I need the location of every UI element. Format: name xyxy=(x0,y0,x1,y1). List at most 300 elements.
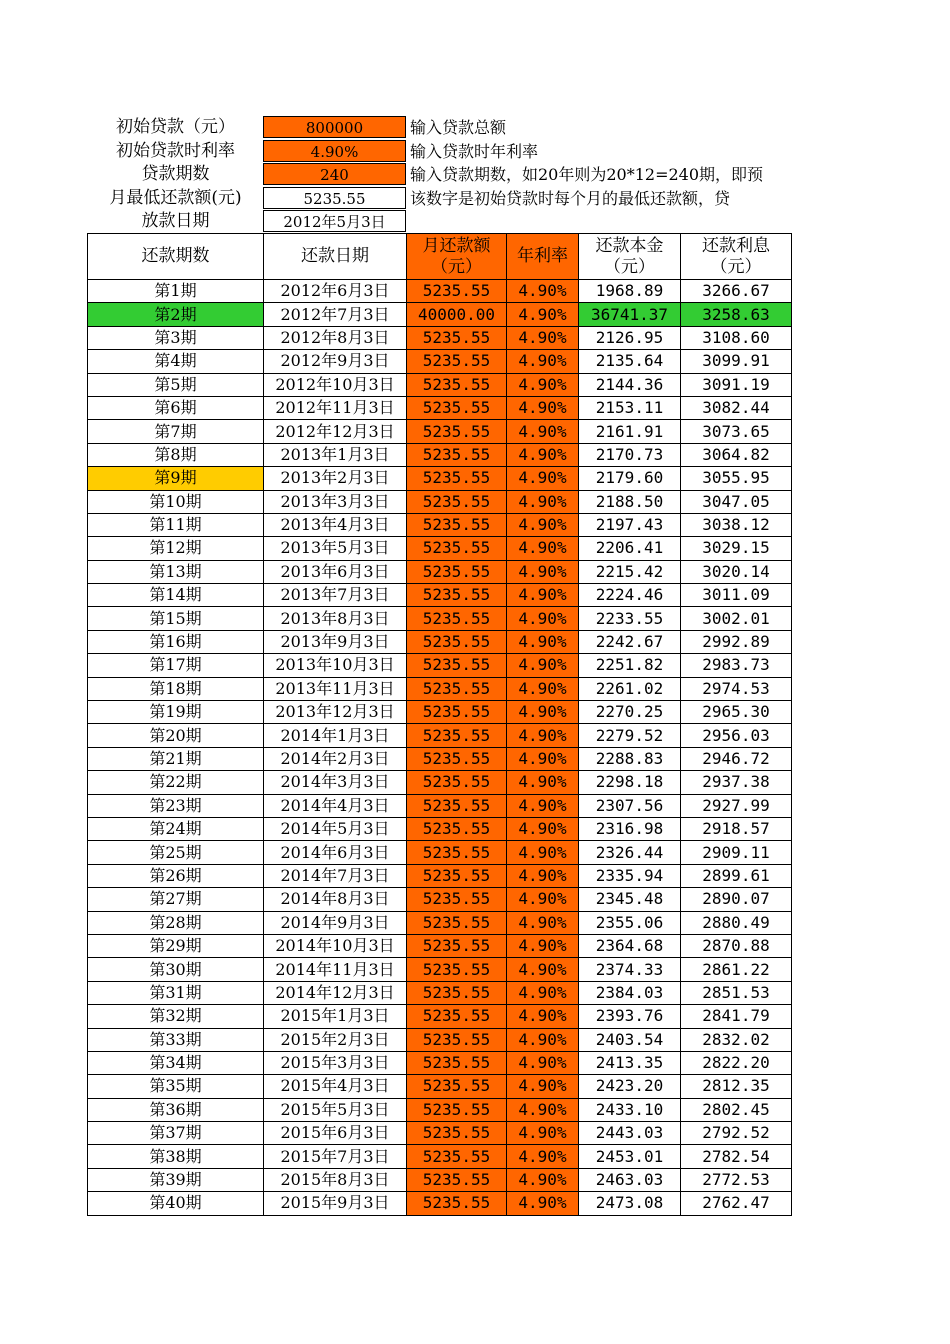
date-cell[interactable]: 2013年9月3日 xyxy=(264,630,407,653)
param-value-cell[interactable]: 800000 xyxy=(263,116,406,138)
table-row xyxy=(88,560,792,583)
date-cell[interactable]: 2013年3月3日 xyxy=(264,490,407,513)
period-cell[interactable]: 第21期 xyxy=(88,747,264,770)
table-row xyxy=(88,280,792,303)
interest-cell[interactable]: 2841.79 xyxy=(681,1005,792,1028)
date-cell[interactable]: 2013年4月3日 xyxy=(264,513,407,536)
date-cell[interactable]: 2014年11月3日 xyxy=(264,958,407,981)
rate-cell[interactable]: 4.90% xyxy=(507,771,579,794)
period-cell[interactable]: 第14期 xyxy=(88,584,264,607)
payment-cell[interactable]: 5235.55 xyxy=(407,841,507,864)
principal-cell[interactable]: 2384.03 xyxy=(579,981,681,1004)
principal-cell[interactable]: 2233.55 xyxy=(579,607,681,630)
period-cell[interactable]: 第6期 xyxy=(88,396,264,419)
table-row xyxy=(88,350,792,373)
table-row xyxy=(88,1051,792,1074)
table-row xyxy=(88,747,792,770)
repayment-table xyxy=(87,233,792,1216)
date-cell[interactable]: 2015年9月3日 xyxy=(264,1192,407,1215)
date-cell[interactable]: 2012年7月3日 xyxy=(264,303,407,326)
interest-cell[interactable]: 2974.53 xyxy=(681,677,792,700)
payment-cell[interactable]: 5235.55 xyxy=(407,1098,507,1121)
principal-cell[interactable]: 2316.98 xyxy=(579,817,681,840)
principal-cell[interactable]: 2270.25 xyxy=(579,701,681,724)
date-cell[interactable]: 2014年2月3日 xyxy=(264,747,407,770)
interest-cell[interactable]: 2822.20 xyxy=(681,1051,792,1074)
interest-cell[interactable]: 2890.07 xyxy=(681,888,792,911)
table-row xyxy=(88,1028,792,1051)
rate-cell[interactable]: 4.90% xyxy=(507,701,579,724)
principal-cell[interactable]: 2215.42 xyxy=(579,560,681,583)
principal-cell[interactable]: 2326.44 xyxy=(579,841,681,864)
date-cell[interactable]: 2013年2月3日 xyxy=(264,467,407,490)
interest-cell[interactable]: 2792.52 xyxy=(681,1122,792,1145)
payment-cell[interactable]: 5235.55 xyxy=(407,701,507,724)
payment-cell[interactable]: 5235.55 xyxy=(407,654,507,677)
period-cell[interactable]: 第33期 xyxy=(88,1028,264,1051)
param-note: 输入贷款期数，如20年则为20*12=240期，即预 xyxy=(410,165,764,184)
table-row xyxy=(88,326,792,349)
period-cell[interactable]: 第37期 xyxy=(88,1122,264,1145)
principal-cell[interactable]: 2179.60 xyxy=(579,467,681,490)
table-row xyxy=(88,1145,792,1168)
interest-cell[interactable]: 2927.99 xyxy=(681,794,792,817)
date-cell[interactable]: 2013年8月3日 xyxy=(264,607,407,630)
table-row xyxy=(88,1122,792,1145)
period-cell[interactable]: 第10期 xyxy=(88,490,264,513)
date-cell[interactable]: 2013年6月3日 xyxy=(264,560,407,583)
date-cell[interactable]: 2014年8月3日 xyxy=(264,888,407,911)
payment-cell[interactable]: 5235.55 xyxy=(407,888,507,911)
param-value-cell[interactable]: 4.90% xyxy=(263,140,406,162)
interest-cell[interactable]: 2832.02 xyxy=(681,1028,792,1051)
header-period: 还款期数 xyxy=(88,234,264,280)
interest-cell[interactable]: 2992.89 xyxy=(681,630,792,653)
rate-cell[interactable]: 4.90% xyxy=(507,630,579,653)
param-note: 该数字是初始贷款时每个月的最低还款额，贷 xyxy=(410,188,731,208)
rate-cell[interactable]: 4.90% xyxy=(507,490,579,513)
payment-cell[interactable]: 5235.55 xyxy=(407,677,507,700)
interest-cell[interactable]: 3020.14 xyxy=(681,560,792,583)
period-cell[interactable]: 第2期 xyxy=(88,303,264,326)
date-cell[interactable]: 2012年9月3日 xyxy=(264,350,407,373)
rate-cell[interactable]: 4.90% xyxy=(507,326,579,349)
table-row xyxy=(88,1168,792,1191)
rate-cell[interactable]: 4.90% xyxy=(507,747,579,770)
rate-cell[interactable]: 4.90% xyxy=(507,677,579,700)
table-row xyxy=(88,677,792,700)
payment-cell[interactable]: 5235.55 xyxy=(407,373,507,396)
rate-cell[interactable]: 4.90% xyxy=(507,560,579,583)
interest-cell[interactable]: 2909.11 xyxy=(681,841,792,864)
payment-cell[interactable]: 5235.55 xyxy=(407,607,507,630)
table-row xyxy=(88,654,792,677)
rate-cell[interactable]: 4.90% xyxy=(507,841,579,864)
rate-cell[interactable]: 4.90% xyxy=(507,467,579,490)
interest-cell[interactable]: 2983.73 xyxy=(681,654,792,677)
interest-cell[interactable]: 2946.72 xyxy=(681,747,792,770)
date-cell[interactable]: 2014年4月3日 xyxy=(264,794,407,817)
principal-cell[interactable]: 2206.41 xyxy=(579,537,681,560)
payment-cell[interactable]: 5235.55 xyxy=(407,1075,507,1098)
rate-cell[interactable]: 4.90% xyxy=(507,864,579,887)
date-cell[interactable]: 2012年10月3日 xyxy=(264,373,407,396)
param-row xyxy=(88,210,950,233)
rate-cell[interactable]: 4.90% xyxy=(507,1005,579,1028)
payment-cell[interactable]: 5235.55 xyxy=(407,490,507,513)
interest-cell[interactable]: 2965.30 xyxy=(681,701,792,724)
table-header-row xyxy=(88,234,792,280)
principal-cell[interactable]: 2153.11 xyxy=(579,396,681,419)
table-row xyxy=(88,1192,792,1215)
period-cell[interactable]: 第40期 xyxy=(88,1192,264,1215)
principal-cell[interactable]: 2224.46 xyxy=(579,584,681,607)
period-cell[interactable]: 第25期 xyxy=(88,841,264,864)
principal-cell[interactable]: 2261.02 xyxy=(579,677,681,700)
period-cell[interactable]: 第39期 xyxy=(88,1168,264,1191)
payment-cell[interactable]: 5235.55 xyxy=(407,537,507,560)
param-label: 放款日期 xyxy=(141,211,210,231)
period-cell[interactable]: 第35期 xyxy=(88,1075,264,1098)
rate-cell[interactable]: 4.90% xyxy=(507,794,579,817)
rate-cell[interactable]: 4.90% xyxy=(507,443,579,466)
period-cell[interactable]: 第36期 xyxy=(88,1098,264,1121)
period-cell[interactable]: 第1期 xyxy=(88,280,264,303)
interest-cell[interactable]: 3108.60 xyxy=(681,326,792,349)
rate-cell[interactable]: 4.90% xyxy=(507,303,579,326)
table-row xyxy=(88,1098,792,1121)
payment-cell[interactable]: 5235.55 xyxy=(407,1005,507,1028)
table-row xyxy=(88,981,792,1004)
date-cell[interactable]: 2013年12月3日 xyxy=(264,701,407,724)
param-value-cell[interactable]: 2012年5月3日 xyxy=(263,210,406,232)
interest-cell[interactable]: 2870.88 xyxy=(681,934,792,957)
period-cell[interactable]: 第30期 xyxy=(88,958,264,981)
principal-cell[interactable]: 2197.43 xyxy=(579,513,681,536)
period-cell[interactable]: 第22期 xyxy=(88,771,264,794)
period-cell[interactable]: 第3期 xyxy=(88,326,264,349)
date-cell[interactable]: 2013年1月3日 xyxy=(264,443,407,466)
rate-cell[interactable]: 4.90% xyxy=(507,981,579,1004)
interest-cell[interactable]: 2772.53 xyxy=(681,1168,792,1191)
param-label: 初始贷款时利率 xyxy=(116,140,235,161)
table-row xyxy=(88,1005,792,1028)
rate-cell[interactable]: 4.90% xyxy=(507,724,579,747)
period-cell[interactable]: 第17期 xyxy=(88,654,264,677)
date-cell[interactable]: 2015年6月3日 xyxy=(264,1122,407,1145)
param-row xyxy=(88,140,950,163)
header-payment: 月还款额 （元） xyxy=(407,234,507,280)
date-cell[interactable]: 2014年9月3日 xyxy=(264,911,407,934)
interest-cell[interactable]: 2937.38 xyxy=(681,771,792,794)
date-cell[interactable]: 2013年5月3日 xyxy=(264,537,407,560)
param-note: 输入贷款时年利率 xyxy=(410,141,539,161)
date-cell[interactable]: 2014年6月3日 xyxy=(264,841,407,864)
rate-cell[interactable]: 4.90% xyxy=(507,1051,579,1074)
payment-cell[interactable]: 5235.55 xyxy=(407,1051,507,1074)
period-cell[interactable]: 第31期 xyxy=(88,981,264,1004)
period-cell[interactable]: 第16期 xyxy=(88,630,264,653)
interest-cell[interactable]: 2802.45 xyxy=(681,1098,792,1121)
principal-cell[interactable]: 36741.37 xyxy=(579,303,681,326)
rate-cell[interactable]: 4.90% xyxy=(507,350,579,373)
rate-cell[interactable]: 4.90% xyxy=(507,1028,579,1051)
principal-cell[interactable]: 2279.52 xyxy=(579,724,681,747)
payment-cell[interactable]: 5235.55 xyxy=(407,981,507,1004)
rate-cell[interactable]: 4.90% xyxy=(507,513,579,536)
period-cell[interactable]: 第5期 xyxy=(88,373,264,396)
interest-cell[interactable]: 2918.57 xyxy=(681,817,792,840)
principal-cell[interactable]: 2453.01 xyxy=(579,1145,681,1168)
table-row xyxy=(88,513,792,536)
period-cell[interactable]: 第38期 xyxy=(88,1145,264,1168)
period-cell[interactable]: 第4期 xyxy=(88,350,264,373)
interest-cell[interactable]: 3073.65 xyxy=(681,420,792,443)
principal-cell[interactable]: 2170.73 xyxy=(579,443,681,466)
payment-cell[interactable]: 5235.55 xyxy=(407,1145,507,1168)
table-row xyxy=(88,537,792,560)
period-cell[interactable]: 第23期 xyxy=(88,794,264,817)
rate-cell[interactable]: 4.90% xyxy=(507,817,579,840)
payment-cell[interactable]: 5235.55 xyxy=(407,326,507,349)
date-cell[interactable]: 2012年12月3日 xyxy=(264,420,407,443)
table-row xyxy=(88,817,792,840)
principal-cell[interactable]: 2161.91 xyxy=(579,420,681,443)
param-value-cell[interactable]: 5235.55 xyxy=(263,187,406,209)
interest-cell[interactable]: 3047.05 xyxy=(681,490,792,513)
date-cell[interactable]: 2014年12月3日 xyxy=(264,981,407,1004)
interest-cell[interactable]: 3064.82 xyxy=(681,443,792,466)
payment-cell[interactable]: 5235.55 xyxy=(407,630,507,653)
payment-cell[interactable]: 40000.00 xyxy=(407,303,507,326)
table-row xyxy=(88,420,792,443)
principal-cell[interactable]: 2188.50 xyxy=(579,490,681,513)
payment-cell[interactable]: 5235.55 xyxy=(407,1122,507,1145)
period-cell[interactable]: 第12期 xyxy=(88,537,264,560)
payment-cell[interactable]: 5235.55 xyxy=(407,584,507,607)
rate-cell[interactable]: 4.90% xyxy=(507,1168,579,1191)
table-row xyxy=(88,794,792,817)
payment-cell[interactable]: 5235.55 xyxy=(407,350,507,373)
table-row xyxy=(88,911,792,934)
period-cell[interactable]: 第15期 xyxy=(88,607,264,630)
rate-cell[interactable]: 4.90% xyxy=(507,911,579,934)
date-cell[interactable]: 2012年11月3日 xyxy=(264,396,407,419)
interest-cell[interactable]: 2899.61 xyxy=(681,864,792,887)
payment-cell[interactable]: 5235.55 xyxy=(407,1168,507,1191)
payment-cell[interactable]: 5235.55 xyxy=(407,1192,507,1215)
payment-cell[interactable]: 5235.55 xyxy=(407,724,507,747)
table-row xyxy=(88,443,792,466)
interest-cell[interactable]: 3082.44 xyxy=(681,396,792,419)
payment-cell[interactable]: 5235.55 xyxy=(407,280,507,303)
period-cell[interactable]: 第29期 xyxy=(88,934,264,957)
date-cell[interactable]: 2015年7月3日 xyxy=(264,1145,407,1168)
rate-cell[interactable]: 4.90% xyxy=(507,420,579,443)
param-value-cell[interactable]: 240 xyxy=(263,163,406,185)
interest-cell[interactable]: 3091.19 xyxy=(681,373,792,396)
rate-cell[interactable]: 4.90% xyxy=(507,1098,579,1121)
period-cell[interactable]: 第27期 xyxy=(88,888,264,911)
period-cell[interactable]: 第24期 xyxy=(88,817,264,840)
payment-cell[interactable]: 5235.55 xyxy=(407,443,507,466)
principal-cell[interactable]: 2144.36 xyxy=(579,373,681,396)
principal-cell[interactable]: 2423.20 xyxy=(579,1075,681,1098)
param-label: 贷款期数 xyxy=(141,164,210,184)
param-note: 输入贷款总额 xyxy=(410,118,507,137)
table-row xyxy=(88,841,792,864)
payment-cell[interactable]: 5235.55 xyxy=(407,817,507,840)
payment-cell[interactable]: 5235.55 xyxy=(407,958,507,981)
period-cell[interactable]: 第11期 xyxy=(88,513,264,536)
payment-cell[interactable]: 5235.55 xyxy=(407,420,507,443)
payment-cell[interactable]: 5235.55 xyxy=(407,1028,507,1051)
principal-cell[interactable]: 2413.35 xyxy=(579,1051,681,1074)
table-row xyxy=(88,607,792,630)
principal-cell[interactable]: 2288.83 xyxy=(579,747,681,770)
date-cell[interactable]: 2013年11月3日 xyxy=(264,677,407,700)
header-date: 还款日期 xyxy=(264,234,407,280)
interest-cell[interactable]: 3038.12 xyxy=(681,513,792,536)
param-label: 初始贷款（元） xyxy=(116,117,235,137)
payment-cell[interactable]: 5235.55 xyxy=(407,747,507,770)
payment-cell[interactable]: 5235.55 xyxy=(407,396,507,419)
interest-cell[interactable]: 2851.53 xyxy=(681,981,792,1004)
rate-cell[interactable]: 4.90% xyxy=(507,537,579,560)
date-cell[interactable]: 2015年4月3日 xyxy=(264,1075,407,1098)
rate-cell[interactable]: 4.90% xyxy=(507,888,579,911)
period-cell[interactable]: 第20期 xyxy=(88,724,264,747)
interest-cell[interactable]: 2861.22 xyxy=(681,958,792,981)
interest-cell[interactable]: 3099.91 xyxy=(681,350,792,373)
period-cell[interactable]: 第8期 xyxy=(88,443,264,466)
rate-cell[interactable]: 4.90% xyxy=(507,934,579,957)
param-row xyxy=(88,163,950,186)
header-rate: 年利率 xyxy=(507,234,579,280)
principal-cell[interactable]: 2242.67 xyxy=(579,630,681,653)
param-label: 月最低还款额(元) xyxy=(109,187,242,208)
principal-cell[interactable]: 2335.94 xyxy=(579,864,681,887)
principal-cell[interactable]: 2443.03 xyxy=(579,1122,681,1145)
period-cell[interactable]: 第13期 xyxy=(88,560,264,583)
date-cell[interactable]: 2014年3月3日 xyxy=(264,771,407,794)
period-cell[interactable]: 第26期 xyxy=(88,864,264,887)
interest-cell[interactable]: 2782.54 xyxy=(681,1145,792,1168)
date-cell[interactable]: 2015年1月3日 xyxy=(264,1005,407,1028)
payment-cell[interactable]: 5235.55 xyxy=(407,560,507,583)
period-cell[interactable]: 第7期 xyxy=(88,420,264,443)
principal-cell[interactable]: 2355.06 xyxy=(579,911,681,934)
payment-cell[interactable]: 5235.55 xyxy=(407,467,507,490)
principal-cell[interactable]: 2126.95 xyxy=(579,326,681,349)
principal-cell[interactable]: 2393.76 xyxy=(579,1005,681,1028)
date-cell[interactable]: 2012年6月3日 xyxy=(264,280,407,303)
date-cell[interactable]: 2014年5月3日 xyxy=(264,817,407,840)
principal-cell[interactable]: 2463.03 xyxy=(579,1168,681,1191)
payment-cell[interactable]: 5235.55 xyxy=(407,934,507,957)
table-row xyxy=(88,888,792,911)
principal-cell[interactable]: 2298.18 xyxy=(579,771,681,794)
date-cell[interactable]: 2014年7月3日 xyxy=(264,864,407,887)
interest-cell[interactable]: 3258.63 xyxy=(681,303,792,326)
payment-cell[interactable]: 5235.55 xyxy=(407,794,507,817)
period-cell[interactable]: 第34期 xyxy=(88,1051,264,1074)
principal-cell[interactable]: 2135.64 xyxy=(579,350,681,373)
date-cell[interactable]: 2013年7月3日 xyxy=(264,584,407,607)
principal-cell[interactable]: 2433.10 xyxy=(579,1098,681,1121)
rate-cell[interactable]: 4.90% xyxy=(507,1122,579,1145)
rate-cell[interactable]: 4.90% xyxy=(507,373,579,396)
principal-cell[interactable]: 2345.48 xyxy=(579,888,681,911)
interest-cell[interactable]: 3002.01 xyxy=(681,607,792,630)
table-row xyxy=(88,630,792,653)
principal-cell[interactable]: 2374.33 xyxy=(579,958,681,981)
rate-cell[interactable]: 4.90% xyxy=(507,654,579,677)
date-cell[interactable]: 2012年8月3日 xyxy=(264,326,407,349)
table-row xyxy=(88,958,792,981)
rate-cell[interactable]: 4.90% xyxy=(507,584,579,607)
period-cell[interactable]: 第32期 xyxy=(88,1005,264,1028)
rate-cell[interactable]: 4.90% xyxy=(507,1192,579,1215)
param-note xyxy=(410,210,792,233)
rate-cell[interactable]: 4.90% xyxy=(507,1145,579,1168)
date-cell[interactable]: 2015年3月3日 xyxy=(264,1051,407,1074)
interest-cell[interactable]: 3011.09 xyxy=(681,584,792,607)
date-cell[interactable]: 2015年2月3日 xyxy=(264,1028,407,1051)
date-cell[interactable]: 2014年1月3日 xyxy=(264,724,407,747)
principal-cell[interactable]: 2403.54 xyxy=(579,1028,681,1051)
table-row xyxy=(88,373,792,396)
period-cell[interactable]: 第19期 xyxy=(88,701,264,724)
date-cell[interactable]: 2015年8月3日 xyxy=(264,1168,407,1191)
period-cell[interactable]: 第28期 xyxy=(88,911,264,934)
principal-cell[interactable]: 1968.89 xyxy=(579,280,681,303)
rate-cell[interactable]: 4.90% xyxy=(507,958,579,981)
interest-cell[interactable]: 2880.49 xyxy=(681,911,792,934)
table-row xyxy=(88,1075,792,1098)
table-row xyxy=(88,934,792,957)
payment-cell[interactable]: 5235.55 xyxy=(407,864,507,887)
interest-cell[interactable]: 2956.03 xyxy=(681,724,792,747)
principal-cell[interactable]: 2251.82 xyxy=(579,654,681,677)
date-cell[interactable]: 2014年10月3日 xyxy=(264,934,407,957)
date-cell[interactable]: 2013年10月3日 xyxy=(264,654,407,677)
payment-cell[interactable]: 5235.55 xyxy=(407,513,507,536)
payment-cell[interactable]: 5235.55 xyxy=(407,911,507,934)
date-cell[interactable]: 2015年5月3日 xyxy=(264,1098,407,1121)
header-principal: 还款本金 （元） xyxy=(579,234,681,280)
rate-cell[interactable]: 4.90% xyxy=(507,396,579,419)
table-row xyxy=(88,303,792,326)
rate-cell[interactable]: 4.90% xyxy=(507,280,579,303)
rate-cell[interactable]: 4.90% xyxy=(507,1075,579,1098)
payment-cell[interactable]: 5235.55 xyxy=(407,771,507,794)
period-cell[interactable]: 第9期 xyxy=(88,467,264,490)
interest-cell[interactable]: 3029.15 xyxy=(681,537,792,560)
principal-cell[interactable]: 2307.56 xyxy=(579,794,681,817)
interest-cell[interactable]: 2762.47 xyxy=(681,1192,792,1215)
table-row xyxy=(88,864,792,887)
table-row xyxy=(88,490,792,513)
interest-cell[interactable]: 3055.95 xyxy=(681,467,792,490)
interest-cell[interactable]: 2812.35 xyxy=(681,1075,792,1098)
principal-cell[interactable]: 2473.08 xyxy=(579,1192,681,1215)
interest-cell[interactable]: 3266.67 xyxy=(681,280,792,303)
principal-cell[interactable]: 2364.68 xyxy=(579,934,681,957)
rate-cell[interactable]: 4.90% xyxy=(507,607,579,630)
table-row xyxy=(88,771,792,794)
period-cell[interactable]: 第18期 xyxy=(88,677,264,700)
